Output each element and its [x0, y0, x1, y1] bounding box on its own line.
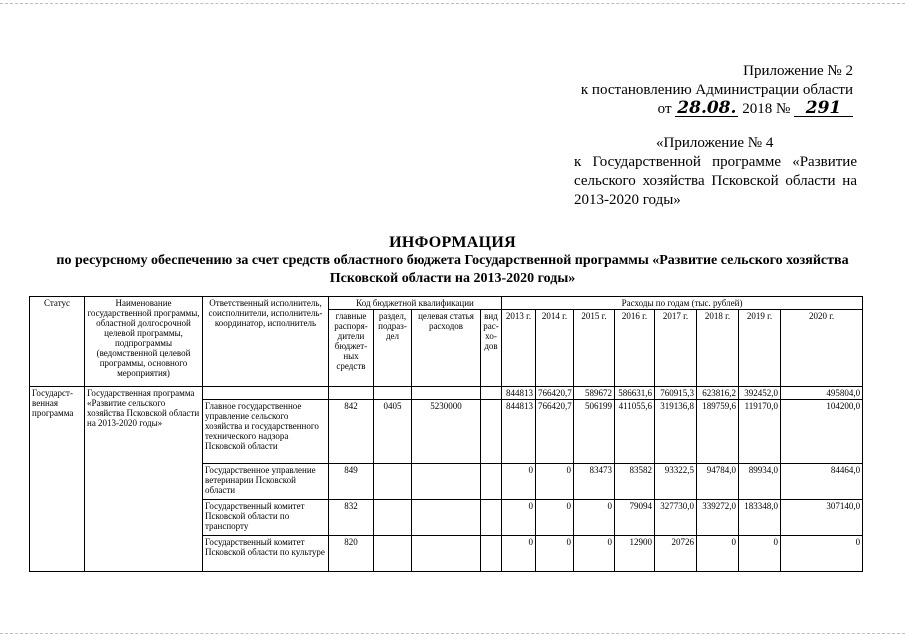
vr-cell [481, 536, 502, 572]
appendix-line1: Приложение № 2 [743, 63, 853, 79]
table-cell: 0 [574, 536, 615, 572]
empty-cell [481, 387, 502, 400]
executor-cell: Государственное управление ветеринарии Псковской области [203, 464, 329, 500]
header-status: Статус [30, 297, 85, 387]
scan-edge-bottom [0, 633, 905, 634]
empty-cell [374, 387, 412, 400]
table-cell: 0 [536, 500, 574, 536]
table-cell: 119170,0 [739, 400, 781, 464]
year: 2018 [742, 101, 773, 117]
title-subtitle: по ресурсному обеспечению за счет средств областного бюджета Государственной программы «Развитие сельского хозяйства Псковской области на 2013-2020 годы» [56, 253, 849, 286]
table-cell: 623816,2 [697, 387, 739, 400]
table-cell: 94784,0 [697, 464, 739, 500]
table-cell: 0 [781, 536, 863, 572]
table-cell: 93322,5 [655, 464, 697, 500]
vr-cell [481, 464, 502, 500]
table-cell: 844813 [502, 400, 536, 464]
executor-cell: Главное государственное управление сельского хозяйства и государственного технического надзора Псковской области [203, 400, 329, 464]
header-year: 2018 г. [697, 310, 739, 387]
table-cell: 183348,0 [739, 500, 781, 536]
table-cell: 83582 [615, 464, 655, 500]
vr-cell [481, 500, 502, 536]
table-cell: 411055,6 [615, 400, 655, 464]
grbs-cell: 820 [329, 536, 374, 572]
executor-cell: Государственный комитет Псковской области по культуре [203, 536, 329, 572]
header-executor: Ответственный исполнитель, соисполнители, исполнитель-координатор, исполнитель [203, 297, 329, 387]
table-cell: 0 [502, 464, 536, 500]
header-grbs: главные распоря-дители бюджет-ных средств [329, 310, 374, 387]
scan-edge-top [0, 3, 905, 4]
number-sign: № [775, 101, 791, 117]
header-year: 2014 г. [536, 310, 574, 387]
appendix-line2: к постановлению Администрации области [580, 82, 853, 98]
table-cell: 586631,6 [615, 387, 655, 400]
table-cell: 79094 [615, 500, 655, 536]
vr-cell [481, 400, 502, 464]
executor-cell: Государственный комитет Псковской области по транспорту [203, 500, 329, 536]
table-cell: 760915,3 [655, 387, 697, 400]
title-main: ИНФОРМАЦИЯ [389, 234, 516, 251]
rzpr-cell [374, 464, 412, 500]
header-year: 2019 г. [739, 310, 781, 387]
appendix-date-line [581, 100, 853, 119]
appendix-4-reference [574, 134, 857, 210]
rzpr-cell: 0405 [374, 400, 412, 464]
program-status: Государст-венная программа [30, 387, 85, 572]
table-cell: 495804,0 [781, 387, 863, 400]
table-cell: 0 [502, 536, 536, 572]
rzpr-cell [374, 536, 412, 572]
header-expenses: Расходы по годам (тыс. рублей) [502, 297, 863, 310]
table-cell: 0 [739, 536, 781, 572]
table-cell: 84464,0 [781, 464, 863, 500]
table-cell: 589672 [574, 387, 615, 400]
table-cell: 189759,6 [697, 400, 739, 464]
table-cell: 104200,0 [781, 400, 863, 464]
empty-cell [329, 387, 374, 400]
table-cell: 89934,0 [739, 464, 781, 500]
header-year: 2013 г. [502, 310, 536, 387]
grbs-cell: 849 [329, 464, 374, 500]
table-cell: 0 [502, 500, 536, 536]
table-cell: 12900 [615, 536, 655, 572]
appendix-header [581, 62, 853, 119]
header-year: 2020 г. [781, 310, 863, 387]
table-cell: 0 [536, 536, 574, 572]
table-cell: 844813 [502, 387, 536, 400]
resource-table [29, 296, 863, 572]
header-vr: вид рас-хо-дов [481, 310, 502, 387]
table-cell: 506199 [574, 400, 615, 464]
program-name: Государственная программа «Развитие сельского хозяйства Псковской области на 2013-2020 годы» [85, 387, 203, 572]
header-rzpr: раздел, подраз-дел [374, 310, 412, 387]
table-cell: 766420,7 [536, 400, 574, 464]
header-year: 2015 г. [574, 310, 615, 387]
table-cell: 0 [697, 536, 739, 572]
csr-cell: 5230000 [412, 400, 481, 464]
table-cell: 307140,0 [781, 500, 863, 536]
date-prefix: от [657, 101, 672, 117]
header-row-1 [30, 297, 863, 310]
table-cell: 339272,0 [697, 500, 739, 536]
table-row-program-total [30, 387, 863, 400]
appendix-4-line1: «Приложение № 4 [656, 135, 774, 151]
csr-cell [412, 536, 481, 572]
csr-cell [412, 464, 481, 500]
empty-cell [203, 387, 329, 400]
document-title [30, 234, 875, 288]
table-cell: 20726 [655, 536, 697, 572]
header-year: 2017 г. [655, 310, 697, 387]
table-cell: 0 [574, 500, 615, 536]
table-cell: 766420,7 [536, 387, 574, 400]
header-budget-code: Код бюджетной квалификации [329, 297, 502, 310]
table-cell: 327730,0 [655, 500, 697, 536]
handwritten-number: 291 [794, 101, 853, 117]
appendix-4-text: к Государственной программе «Развитие сельского хозяйства Псковской области на 2013-2020 годы» [574, 154, 857, 208]
rzpr-cell [374, 500, 412, 536]
handwritten-date: 28.08. [677, 98, 737, 118]
empty-cell [412, 387, 481, 400]
header-year: 2016 г. [615, 310, 655, 387]
grbs-cell: 832 [329, 500, 374, 536]
header-name: Наименование государственной программы, областной долгосрочной целевой программы, подпрограммы (ведомственной целевой программы, основного мероприятия) [85, 297, 203, 387]
grbs-cell: 842 [329, 400, 374, 464]
header-csr: целевая статья расходов [412, 310, 481, 387]
table-cell: 319136,8 [655, 400, 697, 464]
csr-cell [412, 500, 481, 536]
table-cell: 83473 [574, 464, 615, 500]
table-cell: 0 [536, 464, 574, 500]
table-cell: 392452,0 [739, 387, 781, 400]
